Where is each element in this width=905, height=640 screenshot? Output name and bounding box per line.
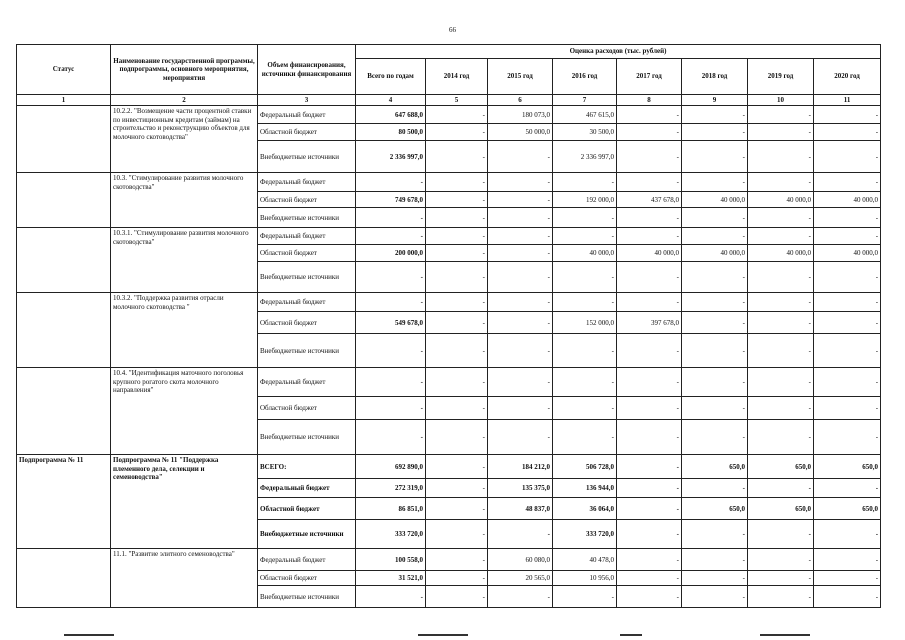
year-value-cell: - bbox=[748, 293, 814, 312]
year-value-cell: - bbox=[426, 124, 488, 141]
year-value-cell: - bbox=[748, 571, 814, 586]
funding-source-cell: Внебюджетные источники bbox=[258, 262, 356, 293]
year-value-cell: 650,0 bbox=[814, 455, 881, 479]
total-value-cell: - bbox=[356, 368, 426, 397]
year-value-cell: - bbox=[426, 228, 488, 245]
funding-source-cell: Областной бюджет bbox=[258, 245, 356, 262]
year-value-cell: - bbox=[617, 368, 682, 397]
year-value-cell: 40 000,0 bbox=[617, 245, 682, 262]
year-value-cell: - bbox=[814, 262, 881, 293]
column-number: 3 bbox=[258, 95, 356, 106]
year-value-cell: - bbox=[814, 293, 881, 312]
year-value-cell: - bbox=[682, 586, 748, 608]
total-value-cell: 549 678,0 bbox=[356, 312, 426, 334]
year-value-cell: - bbox=[426, 498, 488, 520]
bottom-rule bbox=[620, 634, 642, 636]
total-value-cell: 200 000,0 bbox=[356, 245, 426, 262]
year-value-cell: - bbox=[426, 571, 488, 586]
column-number: 10 bbox=[748, 95, 814, 106]
year-value-cell: - bbox=[617, 420, 682, 455]
year-value-cell: - bbox=[553, 420, 617, 455]
table-row bbox=[17, 293, 881, 312]
table-row bbox=[17, 455, 881, 479]
year-value-cell: 650,0 bbox=[748, 455, 814, 479]
table-row bbox=[17, 228, 881, 245]
total-value-cell: 100 558,0 bbox=[356, 549, 426, 571]
total-value-cell: - bbox=[356, 334, 426, 368]
year-value-cell: - bbox=[488, 141, 553, 173]
year-value-cell: - bbox=[682, 312, 748, 334]
year-value-cell: 40 478,0 bbox=[553, 549, 617, 571]
year-value-cell: - bbox=[814, 312, 881, 334]
year-value-cell: - bbox=[748, 106, 814, 124]
column-number: 1 bbox=[17, 95, 111, 106]
year-value-cell: - bbox=[814, 208, 881, 228]
header-status: Статус bbox=[17, 45, 111, 95]
year-value-cell: - bbox=[488, 245, 553, 262]
funding-source-cell: Федеральный бюджет bbox=[258, 228, 356, 245]
year-value-cell: 48 837,0 bbox=[488, 498, 553, 520]
column-numbers-row bbox=[17, 95, 881, 106]
column-number: 2 bbox=[111, 95, 258, 106]
year-value-cell: - bbox=[748, 208, 814, 228]
status-cell bbox=[17, 293, 111, 368]
year-value-cell: - bbox=[488, 228, 553, 245]
year-value-cell: - bbox=[682, 173, 748, 192]
funding-source-cell: Федеральный бюджет bbox=[258, 479, 356, 498]
status-cell bbox=[17, 549, 111, 608]
total-value-cell: - bbox=[356, 293, 426, 312]
year-value-cell: - bbox=[617, 106, 682, 124]
program-name-cell: 11.1. "Развитие элитного семеноводства" bbox=[111, 549, 258, 608]
funding-source-cell: Федеральный бюджет bbox=[258, 173, 356, 192]
year-value-cell: - bbox=[682, 479, 748, 498]
program-name-cell: 10.4. "Идентификация маточного поголовья крупного рогатого скота молочного направления" bbox=[111, 368, 258, 455]
year-value-cell: - bbox=[488, 173, 553, 192]
year-value-cell: - bbox=[814, 106, 881, 124]
status-cell bbox=[17, 106, 111, 173]
header-year: 2016 год bbox=[553, 59, 617, 95]
total-value-cell: 272 319,0 bbox=[356, 479, 426, 498]
year-value-cell: - bbox=[617, 549, 682, 571]
bottom-rule bbox=[64, 634, 114, 636]
year-value-cell: 40 000,0 bbox=[682, 245, 748, 262]
year-value-cell: - bbox=[814, 334, 881, 368]
funding-source-cell: Областной бюджет bbox=[258, 124, 356, 141]
year-value-cell: - bbox=[748, 334, 814, 368]
funding-source-cell: Федеральный бюджет bbox=[258, 549, 356, 571]
year-value-cell: - bbox=[682, 420, 748, 455]
year-value-cell: - bbox=[488, 586, 553, 608]
total-value-cell: - bbox=[356, 420, 426, 455]
year-value-cell: - bbox=[682, 334, 748, 368]
funding-source-cell: Внебюджетные источники bbox=[258, 586, 356, 608]
total-value-cell: - bbox=[356, 208, 426, 228]
year-value-cell: - bbox=[617, 208, 682, 228]
year-value-cell: - bbox=[748, 141, 814, 173]
table-row bbox=[17, 549, 881, 571]
total-value-cell: 86 851,0 bbox=[356, 498, 426, 520]
program-name-cell: Подпрограмма № 11 "Поддержка племенного дела, селекции и семеноводства" bbox=[111, 455, 258, 549]
year-value-cell: - bbox=[617, 334, 682, 368]
funding-source-cell: Федеральный бюджет bbox=[258, 368, 356, 397]
year-value-cell: - bbox=[814, 141, 881, 173]
year-value-cell: - bbox=[553, 228, 617, 245]
status-cell: Подпрограмма № 11 bbox=[17, 455, 111, 549]
year-value-cell: - bbox=[814, 124, 881, 141]
header-year: 2018 год bbox=[682, 59, 748, 95]
year-value-cell: - bbox=[488, 208, 553, 228]
year-value-cell: 437 678,0 bbox=[617, 192, 682, 208]
year-value-cell: - bbox=[814, 549, 881, 571]
year-value-cell: - bbox=[426, 262, 488, 293]
header-year: 2017 год bbox=[617, 59, 682, 95]
total-value-cell: 692 890,0 bbox=[356, 455, 426, 479]
total-value-cell: 2 336 997,0 bbox=[356, 141, 426, 173]
year-value-cell: - bbox=[488, 293, 553, 312]
header-year: 2020 год bbox=[814, 59, 881, 95]
year-value-cell: - bbox=[814, 173, 881, 192]
year-value-cell: - bbox=[617, 455, 682, 479]
total-value-cell: 749 678,0 bbox=[356, 192, 426, 208]
year-value-cell: - bbox=[553, 368, 617, 397]
year-value-cell: - bbox=[553, 262, 617, 293]
year-value-cell: - bbox=[814, 368, 881, 397]
year-value-cell: - bbox=[814, 571, 881, 586]
header-total: Всего по годам bbox=[356, 59, 426, 95]
status-cell bbox=[17, 173, 111, 228]
year-value-cell: 152 000,0 bbox=[553, 312, 617, 334]
year-value-cell: 650,0 bbox=[682, 455, 748, 479]
year-value-cell: - bbox=[426, 141, 488, 173]
year-value-cell: - bbox=[617, 228, 682, 245]
year-value-cell: 50 000,0 bbox=[488, 124, 553, 141]
year-value-cell: 20 565,0 bbox=[488, 571, 553, 586]
year-value-cell: - bbox=[426, 586, 488, 608]
program-name-cell: 10.3. "Стимулирование развития молочного скотоводства" bbox=[111, 173, 258, 228]
year-value-cell: - bbox=[748, 479, 814, 498]
year-value-cell: 36 064,0 bbox=[553, 498, 617, 520]
header-year: 2014 год bbox=[426, 59, 488, 95]
year-value-cell: - bbox=[426, 420, 488, 455]
year-value-cell: - bbox=[553, 397, 617, 420]
year-value-cell: - bbox=[488, 312, 553, 334]
column-number: 4 bbox=[356, 95, 426, 106]
column-number: 5 bbox=[426, 95, 488, 106]
year-value-cell: - bbox=[682, 228, 748, 245]
funding-source-cell: Областной бюджет bbox=[258, 498, 356, 520]
header-year: 2019 год bbox=[748, 59, 814, 95]
funding-source-cell: Внебюджетные источники bbox=[258, 420, 356, 455]
year-value-cell: - bbox=[617, 173, 682, 192]
column-number: 11 bbox=[814, 95, 881, 106]
column-number: 8 bbox=[617, 95, 682, 106]
total-value-cell: 647 688,0 bbox=[356, 106, 426, 124]
year-value-cell: - bbox=[617, 586, 682, 608]
program-name-cell: 10.3.2. "Поддержка развития отрасли молочного скотоводства " bbox=[111, 293, 258, 368]
year-value-cell: - bbox=[617, 397, 682, 420]
year-value-cell: - bbox=[488, 520, 553, 549]
year-value-cell: 650,0 bbox=[748, 498, 814, 520]
year-value-cell: - bbox=[426, 106, 488, 124]
year-value-cell: - bbox=[748, 124, 814, 141]
year-value-cell: - bbox=[426, 173, 488, 192]
column-number: 9 bbox=[682, 95, 748, 106]
year-value-cell: - bbox=[748, 586, 814, 608]
bottom-rule bbox=[418, 634, 468, 636]
year-value-cell: - bbox=[426, 312, 488, 334]
total-value-cell: - bbox=[356, 262, 426, 293]
status-cell bbox=[17, 228, 111, 293]
funding-source-cell: Областной бюджет bbox=[258, 571, 356, 586]
year-value-cell: - bbox=[488, 420, 553, 455]
year-value-cell: 40 000,0 bbox=[682, 192, 748, 208]
year-value-cell: - bbox=[553, 208, 617, 228]
funding-source-cell: Областной бюджет bbox=[258, 312, 356, 334]
year-value-cell: - bbox=[426, 368, 488, 397]
year-value-cell: - bbox=[814, 586, 881, 608]
bottom-rule bbox=[760, 634, 810, 636]
year-value-cell: - bbox=[748, 368, 814, 397]
year-value-cell: - bbox=[426, 549, 488, 571]
funding-source-cell: Федеральный бюджет bbox=[258, 106, 356, 124]
header-volume: Объем финансирования, источники финансирования bbox=[258, 45, 356, 95]
year-value-cell: - bbox=[748, 397, 814, 420]
year-value-cell: - bbox=[682, 397, 748, 420]
table-row bbox=[17, 173, 881, 192]
year-value-cell: 184 212,0 bbox=[488, 455, 553, 479]
year-value-cell: - bbox=[814, 228, 881, 245]
year-value-cell: 650,0 bbox=[814, 498, 881, 520]
year-value-cell: - bbox=[617, 498, 682, 520]
funding-source-cell: Областной бюджет bbox=[258, 192, 356, 208]
year-value-cell: - bbox=[682, 262, 748, 293]
table-row bbox=[17, 368, 881, 397]
year-value-cell: - bbox=[426, 455, 488, 479]
year-value-cell: - bbox=[814, 520, 881, 549]
column-number: 6 bbox=[488, 95, 553, 106]
year-value-cell: - bbox=[617, 293, 682, 312]
year-value-cell: 180 073,0 bbox=[488, 106, 553, 124]
total-value-cell: 333 720,0 bbox=[356, 520, 426, 549]
year-value-cell: 10 956,0 bbox=[553, 571, 617, 586]
year-value-cell: 60 080,0 bbox=[488, 549, 553, 571]
year-value-cell: - bbox=[814, 479, 881, 498]
page-number: 66 bbox=[449, 26, 456, 34]
year-value-cell: - bbox=[814, 397, 881, 420]
year-value-cell: - bbox=[553, 293, 617, 312]
year-value-cell: 333 720,0 bbox=[553, 520, 617, 549]
year-value-cell: - bbox=[748, 262, 814, 293]
year-value-cell: - bbox=[814, 420, 881, 455]
year-value-cell: - bbox=[617, 520, 682, 549]
year-value-cell: - bbox=[617, 571, 682, 586]
expenditure-table bbox=[16, 44, 881, 608]
year-value-cell: - bbox=[553, 586, 617, 608]
year-value-cell: 650,0 bbox=[682, 498, 748, 520]
year-value-cell: 467 615,0 bbox=[553, 106, 617, 124]
total-value-cell: 80 500,0 bbox=[356, 124, 426, 141]
year-value-cell: - bbox=[748, 173, 814, 192]
year-value-cell: 40 000,0 bbox=[553, 245, 617, 262]
year-value-cell: - bbox=[426, 520, 488, 549]
year-value-cell: - bbox=[488, 334, 553, 368]
year-value-cell: - bbox=[488, 368, 553, 397]
year-value-cell: 506 728,0 bbox=[553, 455, 617, 479]
year-value-cell: - bbox=[426, 192, 488, 208]
funding-source-cell: ВСЕГО: bbox=[258, 455, 356, 479]
year-value-cell: - bbox=[748, 520, 814, 549]
status-cell bbox=[17, 368, 111, 455]
funding-source-cell: Внебюджетные источники bbox=[258, 208, 356, 228]
year-value-cell: - bbox=[426, 208, 488, 228]
year-value-cell: - bbox=[426, 479, 488, 498]
year-value-cell: - bbox=[553, 334, 617, 368]
year-value-cell: - bbox=[682, 368, 748, 397]
program-name-cell: 10.2.2. "Возмещение части процентной ставки по инвестиционным кредитам (займам) на строительство и реконструкцию объектов для молочного скотоводства" bbox=[111, 106, 258, 173]
year-value-cell: - bbox=[617, 141, 682, 173]
year-value-cell: 40 000,0 bbox=[814, 192, 881, 208]
year-value-cell: - bbox=[682, 549, 748, 571]
year-value-cell: 40 000,0 bbox=[814, 245, 881, 262]
header-year: 2015 год bbox=[488, 59, 553, 95]
total-value-cell: 31 521,0 bbox=[356, 571, 426, 586]
year-value-cell: - bbox=[488, 262, 553, 293]
funding-source-cell: Внебюджетные источники bbox=[258, 141, 356, 173]
year-value-cell: 40 000,0 bbox=[748, 245, 814, 262]
year-value-cell: - bbox=[488, 397, 553, 420]
column-number: 7 bbox=[553, 95, 617, 106]
year-value-cell: - bbox=[682, 571, 748, 586]
total-value-cell: - bbox=[356, 173, 426, 192]
year-value-cell: - bbox=[617, 124, 682, 141]
year-value-cell: - bbox=[682, 208, 748, 228]
funding-source-cell: Федеральный бюджет bbox=[258, 293, 356, 312]
year-value-cell: - bbox=[682, 141, 748, 173]
funding-source-cell: Внебюджетные источники bbox=[258, 520, 356, 549]
year-value-cell: - bbox=[682, 124, 748, 141]
year-value-cell: - bbox=[682, 293, 748, 312]
year-value-cell: - bbox=[426, 334, 488, 368]
header-name: Наименование государственной программы, подпрограммы, основного мероприятия, мероприятия bbox=[111, 45, 258, 95]
table-row bbox=[17, 106, 881, 124]
year-value-cell: 2 336 997,0 bbox=[553, 141, 617, 173]
year-value-cell: - bbox=[553, 173, 617, 192]
year-value-cell: - bbox=[617, 262, 682, 293]
year-value-cell: - bbox=[748, 549, 814, 571]
year-value-cell: - bbox=[617, 479, 682, 498]
header-estimate: Оценка расходов (тыс. рублей) bbox=[356, 45, 881, 59]
year-value-cell: - bbox=[488, 192, 553, 208]
year-value-cell: - bbox=[426, 293, 488, 312]
year-value-cell: 136 944,0 bbox=[553, 479, 617, 498]
funding-source-cell: Внебюджетные источники bbox=[258, 334, 356, 368]
year-value-cell: - bbox=[426, 397, 488, 420]
total-value-cell: - bbox=[356, 397, 426, 420]
funding-source-cell: Областной бюджет bbox=[258, 397, 356, 420]
year-value-cell: - bbox=[748, 420, 814, 455]
year-value-cell: 397 678,0 bbox=[617, 312, 682, 334]
year-value-cell: 40 000,0 bbox=[748, 192, 814, 208]
year-value-cell: - bbox=[426, 245, 488, 262]
year-value-cell: 192 000,0 bbox=[553, 192, 617, 208]
program-name-cell: 10.3.1. "Стимулирование развития молочного скотоводства" bbox=[111, 228, 258, 293]
total-value-cell: - bbox=[356, 586, 426, 608]
year-value-cell: 30 500,0 bbox=[553, 124, 617, 141]
year-value-cell: - bbox=[682, 520, 748, 549]
year-value-cell: - bbox=[748, 312, 814, 334]
year-value-cell: 135 375,0 bbox=[488, 479, 553, 498]
year-value-cell: - bbox=[748, 228, 814, 245]
total-value-cell: - bbox=[356, 228, 426, 245]
year-value-cell: - bbox=[682, 106, 748, 124]
